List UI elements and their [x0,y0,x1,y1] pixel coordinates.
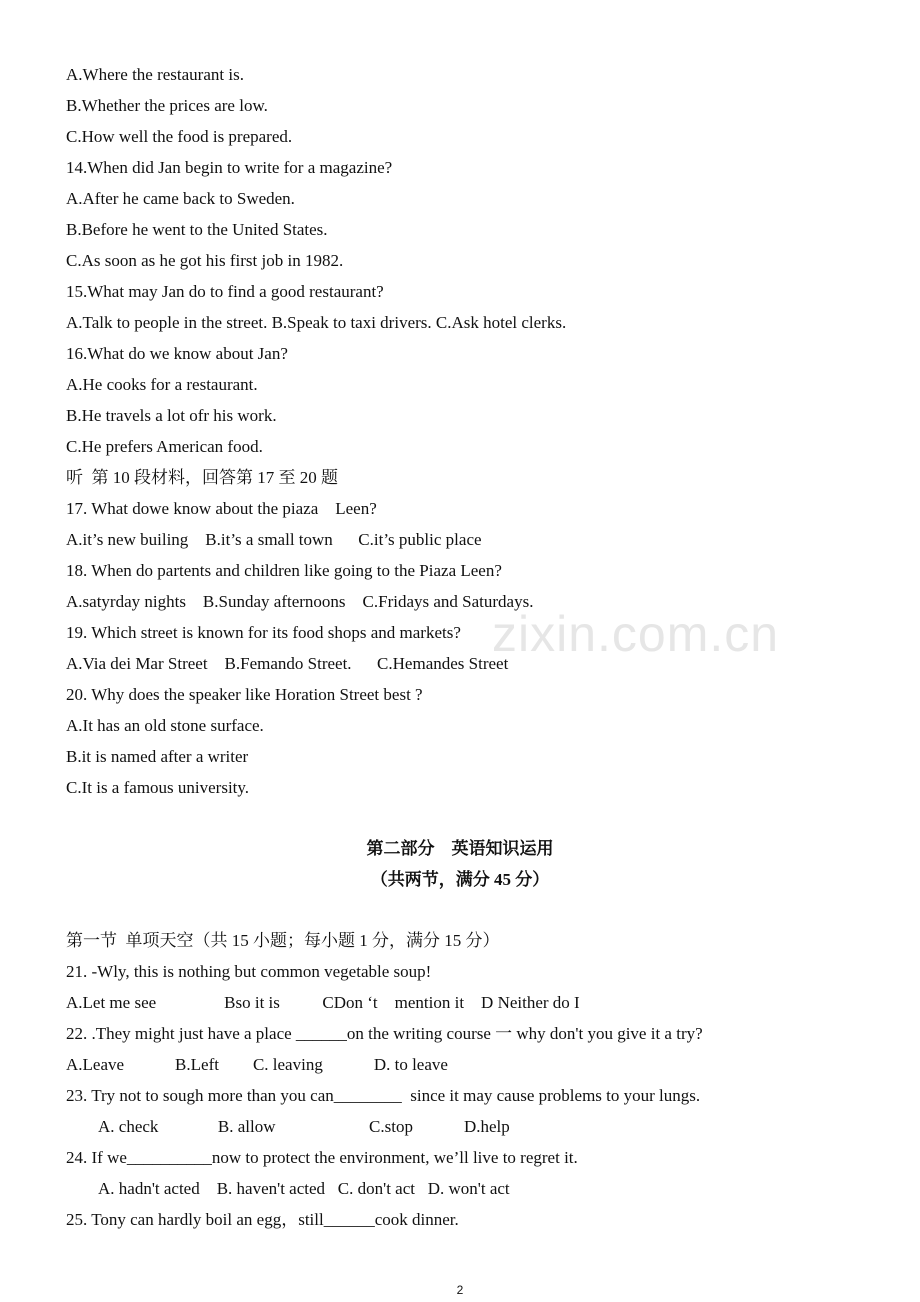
option-line: C.As soon as he got his first job in 1982. [66,251,344,270]
option-line: A.Where the restaurant is. [66,65,244,84]
question-line: 18. When do partents and children like going to the Piaza Leen? [66,561,502,580]
question-line: 24. If we__________now to protect the environment, we’ll live to regret it. [66,1148,578,1167]
option-line: C.How well the food is prepared. [66,127,293,146]
option-line: C.He prefers American food. [66,437,263,456]
option-line: A.Via dei Mar Street B.Femando Street. C.Hemandes Street [66,654,509,673]
question-line: 19. Which street is known for its food shops and markets? [66,623,461,642]
section-instruction: 听 第 10 段材料，回答第 17 至 20 题 [66,468,338,487]
option-line: A.Leave B.Left C. leaving D. to leave [66,1055,448,1074]
option-line: B.He travels a lot ofr his work. [66,406,277,425]
option-line: A.Let me see Bso it is CDon ‘t mention it D Neither do I [66,993,580,1012]
page-number: 2 [456,1283,464,1297]
option-line: B.it is named after a writer [66,747,249,766]
question-line: 15.What may Jan do to find a good restaurant? [66,282,384,301]
option-line: A.Talk to people in the street. B.Speak to taxi drivers. C.Ask hotel clerks. [66,313,567,332]
question-line: 23. Try not to sough more than you can________ since it may cause problems to your lungs. [66,1086,701,1105]
question-line: 25. Tony can hardly boil an egg，still______cook dinner. [66,1210,459,1229]
part-title: 第二部分 英语知识运用 [366,839,554,858]
part-subtitle: （共两节，满分 45 分） [370,870,550,889]
option-line: C.It is a famous university. [66,778,250,797]
question-line: 14.When did Jan begin to write for a magazine? [66,158,393,177]
option-line: A. check B. allow C.stop D.help [98,1117,510,1136]
option-line: B.Whether the prices are low. [66,96,268,115]
watermark: zixin.com.cn [492,606,780,662]
question-line: 21. -Wly, this is nothing but common vegetable soup! [66,962,432,981]
option-line: A. hadn't acted B. haven't acted C. don't act D. won't act [98,1179,510,1198]
section-heading: 第一节 单项天空（共 15 小题；每小题 1 分，满分 15 分） [66,931,500,950]
question-line: 20. Why does the speaker like Horation Street best ? [66,685,423,704]
option-line: A.It has an old stone surface. [66,716,264,735]
option-line: A.After he came back to Sweden. [66,189,295,208]
option-line: B.Before he went to the United States. [66,220,328,239]
option-line: A.it’s new builing B.it’s a small town C.it’s public place [66,530,482,549]
question-line: 17. What dowe know about the piaza Leen? [66,499,377,518]
option-line: A.He cooks for a restaurant. [66,375,258,394]
question-line: 16.What do we know about Jan? [66,344,288,363]
question-line: 22. .They might just have a place ______on the writing course 一 why don't you give it a try? [66,1024,703,1043]
option-line: A.satyrday nights B.Sunday afternoons C.Fridays and Saturdays. [66,592,534,611]
